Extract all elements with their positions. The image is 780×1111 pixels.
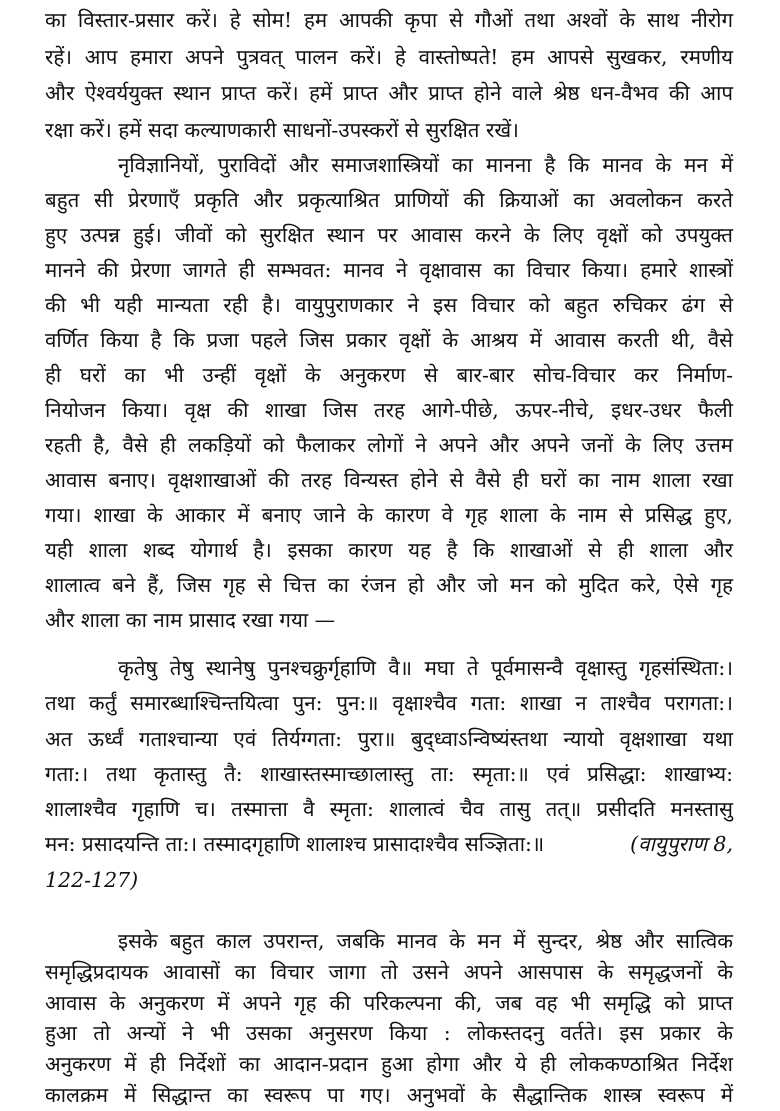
text-line: रहें। आप हमारा अपने पुत्रवत् पालन करें। हे वास्तोष्पते! हम आपसे सुखकर, रमणीय [45,44,733,69]
paragraph-2 [45,148,733,638]
text-line: वर्णित किया है कि प्रजा पहले जिस प्रकार वृक्षों के आश्रय में आवास करती थी, वैसे [45,328,733,352]
verse-line: शालाश्चैव गृहाणि च। तस्मात्ता वै स्मृता: शालात्वं चैव तासु तत्॥ प्रसीदति मनस्तासु [45,797,733,822]
text-line: का विस्तार-प्रसार करें। हे सोम! हम आपकी कृपा से गौओं तथा अश्वों के साथ नीरोग [45,8,733,32]
text-line: बहुत सी प्रेरणाएँ प्रकृति और प्रकृत्याश्रित प्राणियों की क्रियाओं का अवलोकन करते [45,188,733,212]
text-line: अनुकरण में ही निर्देशों का आदान-प्रदान हुआ होगा और ये ही लोककण्ठाश्रित निर्देश [45,1052,733,1077]
text-line: कालक्रम में सिद्धान्त का स्वरूप पा गए। अनुभवों के सैद्धान्तिक शास्त्र स्वरूप में [45,1082,733,1107]
text-line: हुए उत्पन्न हुई। जीवों को सुरक्षित स्थान पर आवास करने के लिए वृक्षों को उपयुक्त [45,223,733,247]
text-line: रहती है, वैसे ही लकड़ियों को फैलाकर लोगों ने अपने और अपने जनों के लिए उत्तम [45,433,733,457]
verse-line: तथा कर्तुं समारब्धाश्चिन्तयित्वा पुन: पुन:॥ वृक्षाश्चैव गता: शाखा न ताश्चैव परागता:। [45,691,733,716]
text-line: हुआ तो अन्यों ने भी उसका अनुसरण किया : लोकस्तदनु वर्तते। इस प्रकार के [45,1021,733,1046]
verse-text: मन: प्रसादयन्ति ता:। तस्मादगृहाणि शालाश्च प्रासादाश्चैव सञ्ज्ञिता:॥ [45,832,545,857]
text-line: आवास बनाए। वृक्षशाखाओं की तरह विन्यस्त होने से वैसे ही घरों का नाम शाला रखा [45,468,733,492]
text-line: की भी यही मान्यता रही है। वायुपुराणकार ने इस विचार को बहुत रुचिकर ढंग से [45,293,733,317]
text-line: आवास के अनुकरण में अपने गृह की परिकल्पना की, जब वह भी समृद्धि को प्राप्त [45,990,733,1015]
text-line: और शाला का नाम प्रासाद रखा गया — [45,608,336,632]
text-line: समृद्धिप्रदायक आवासों का विचार जागा तो उसने अपने आसपास के समृद्धजनों के [45,959,733,984]
sanskrit-verse-quote [45,651,733,898]
citation-continued: 122-127) [45,867,139,892]
verse-line: कृतेषु तेषु स्थानेषु पुनश्चक्रुर्गृहाणि वै॥ मघा ते पूर्वमासन्वै वृक्षास्तु गृहसंस्थिता:। [118,656,733,680]
text-line: मानने की प्रेरणा जागते ही सम्भवत: मानव ने वृक्षावास का विचार किया। हमारे शास्त्रों [45,258,733,282]
verse-line [45,827,733,862]
paragraph-3 [45,926,733,1111]
verse-line: अत ऊर्ध्वं गताश्चान्या एवं तिर्यग्गता: पुरा॥ बुद्ध्वाऽन्विष्यंस्तथा न्यायो वृक्षशाखा यथा [45,726,733,751]
citation: (वायुपुराण 8, [630,832,733,857]
text-line: ही घरों का भी उन्हीं वृक्षों के अनुकरण से बार-बार सोच-विचार कर निर्माण- [45,363,733,387]
text-line: और ऐश्वर्ययुक्त स्थान प्राप्त करें। हमें प्राप्त और प्राप्त होने वाले श्रेष्ठ धन-वैभव की आप [45,81,733,105]
paragraph-1 [45,2,733,148]
text-line: नियोजन किया। वृक्ष की शाखा जिस तरह आगे-पीछे, ऊपर-नीचे, इधर-उधर फैली [45,398,733,422]
text-line: इसके बहुत काल उपरान्त, जबकि मानव के मन में सुन्दर, श्रेष्ठ और सात्विक [118,929,733,953]
text-line: शालात्व बने हैं, जिस गृह से चित्त का रंजन हो और जो मन को मुदित करे, ऐसे गृह [45,573,733,597]
text-line: यही शाला शब्द योगार्थ है। इसका कारण यह है कि शाखाओं से ही शाला और [45,538,733,562]
text-line: नृविज्ञानियों, पुराविदों और समाजशास्त्रियों का मानना है कि मानव के मन में [118,153,733,177]
verse-line: गता:। तथा कृतास्तु तै: शाखास्तस्माच्छालास्तु ता: स्मृता:॥ एवं प्रसिद्धा: शाखाभ्य: [45,761,733,786]
text-line: गया। शाखा के आकार में बनाए जाने के कारण वे गृह शाला के नाम से प्रसिद्ध हुए, [45,503,733,527]
text-line: रक्षा करें। हमें सदा कल्याणकारी साधनों-उपस्करों से सुरक्षित रखें। [45,117,519,142]
